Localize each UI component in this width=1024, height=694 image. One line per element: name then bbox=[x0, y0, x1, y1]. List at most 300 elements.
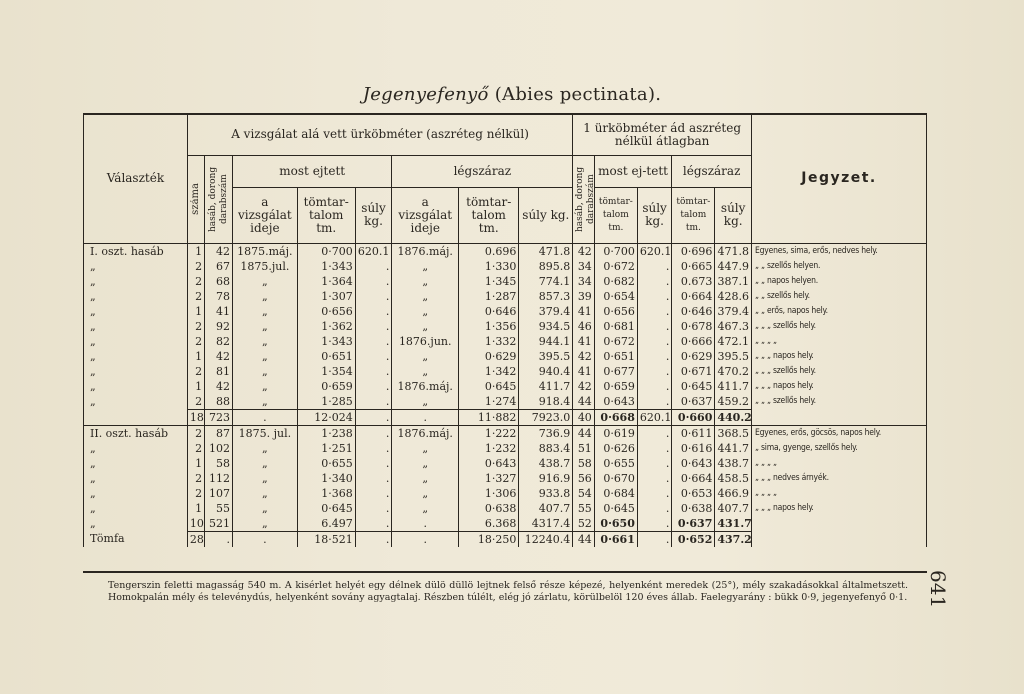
table-cell: 0·629 bbox=[672, 349, 715, 364]
table-cell: 1·343 bbox=[297, 334, 355, 349]
table-cell: 620.1 bbox=[637, 409, 671, 425]
table-cell: 0·616 bbox=[672, 441, 715, 456]
table-cell bbox=[752, 516, 927, 532]
table-cell: 58 bbox=[573, 456, 595, 471]
table-cell: . bbox=[355, 394, 392, 410]
table-cell: „ bbox=[233, 349, 298, 364]
table-cell: „ bbox=[233, 471, 298, 486]
table-cell: „ bbox=[392, 274, 459, 289]
table-cell: 7923.0 bbox=[519, 409, 573, 425]
table-cell: „ bbox=[392, 441, 459, 456]
table-cell: 1·340 bbox=[297, 471, 355, 486]
table-cell: „ „ „ napos hely. bbox=[752, 379, 927, 394]
table-cell: 0·637 bbox=[672, 394, 715, 410]
table-cell: 0·678 bbox=[672, 319, 715, 334]
table-cell: . bbox=[355, 334, 392, 349]
table-cell: 0·645 bbox=[297, 501, 355, 516]
table-cell: 883.4 bbox=[519, 441, 573, 456]
table-cell: . bbox=[355, 425, 392, 441]
table-cell: 471.8 bbox=[715, 243, 752, 259]
table-cell: Egyenes, erős, göcsös, napos hely. bbox=[752, 425, 927, 441]
table-cell: 78 bbox=[205, 289, 233, 304]
table-cell: 0·696 bbox=[672, 243, 715, 259]
table-cell: 723 bbox=[205, 409, 233, 425]
table-row bbox=[84, 486, 926, 501]
table-cell: 0·643 bbox=[459, 456, 519, 471]
table-cell: . bbox=[355, 289, 392, 304]
table-cell bbox=[84, 409, 187, 425]
table-cell: 447.9 bbox=[715, 259, 752, 274]
table-cell: 2 bbox=[187, 334, 204, 349]
table-cell: 387.1 bbox=[715, 274, 752, 289]
table-cell: „ bbox=[90, 471, 96, 485]
table-cell: 56 bbox=[573, 471, 595, 486]
table-cell: 41 bbox=[205, 304, 233, 319]
table-cell: 1875.jul. bbox=[233, 259, 298, 274]
table-cell: 42 bbox=[205, 349, 233, 364]
header-hasab-darab: hasáb, dorong darabszám bbox=[205, 155, 233, 243]
table-cell: . bbox=[637, 334, 671, 349]
table-cell: 2 bbox=[187, 441, 204, 456]
table-cell: 1·332 bbox=[459, 334, 519, 349]
table-cell: . bbox=[637, 289, 671, 304]
table-cell: 44 bbox=[573, 425, 595, 441]
table-cell: . bbox=[355, 259, 392, 274]
header-suly: súly kg. bbox=[355, 187, 392, 243]
table-cell: 0·611 bbox=[672, 425, 715, 441]
data-table bbox=[84, 115, 926, 547]
table-cell: 2 bbox=[187, 289, 204, 304]
table-cell: 1875. jul. bbox=[233, 425, 298, 441]
table-cell: 0·655 bbox=[594, 456, 637, 471]
table-cell: „ „ erős, napos hely. bbox=[752, 304, 927, 319]
table-cell: . bbox=[355, 409, 392, 425]
table-row bbox=[84, 501, 926, 516]
table-cell: „ bbox=[392, 501, 459, 516]
table-cell: 458.5 bbox=[715, 471, 752, 486]
table-cell: . bbox=[355, 531, 392, 547]
table-cell: . bbox=[355, 304, 392, 319]
table-cell: 0·672 bbox=[594, 259, 637, 274]
table-cell: 895.8 bbox=[519, 259, 573, 274]
data-table-wrapper bbox=[83, 113, 927, 547]
table-cell: . bbox=[637, 349, 671, 364]
table-cell: 2 bbox=[187, 486, 204, 501]
table-cell: 1·343 bbox=[297, 259, 355, 274]
table-cell: 10 bbox=[187, 516, 204, 532]
table-cell: „ bbox=[90, 516, 96, 530]
table-cell: 1 bbox=[187, 243, 204, 259]
table-cell: 0·645 bbox=[672, 379, 715, 394]
table-cell: 0·684 bbox=[594, 486, 637, 501]
table-cell: „ bbox=[90, 319, 96, 333]
table-cell: 438.7 bbox=[715, 456, 752, 471]
table-cell: 0.673 bbox=[672, 274, 715, 289]
table-cell: 368.5 bbox=[715, 425, 752, 441]
table-cell: 2 bbox=[187, 471, 204, 486]
header-hasab-darab-2: hasáb, dorong darabszám bbox=[573, 155, 595, 243]
table-cell: . bbox=[637, 319, 671, 334]
table-cell: 28 bbox=[187, 531, 204, 547]
header-legszaraz-2: légszáraz bbox=[672, 155, 752, 187]
table-cell: 1 bbox=[187, 456, 204, 471]
table-cell: 0·651 bbox=[594, 349, 637, 364]
table-cell: „ bbox=[233, 274, 298, 289]
table-body bbox=[84, 243, 926, 547]
table-cell: 2 bbox=[187, 319, 204, 334]
table-cell: „ „ szellős hely. bbox=[752, 289, 927, 304]
title-rest: (Abies pectinata). bbox=[488, 84, 662, 105]
table-cell: 467.3 bbox=[715, 319, 752, 334]
table-cell: . bbox=[637, 456, 671, 471]
table-cell: 34 bbox=[573, 259, 595, 274]
table-cell: 0·651 bbox=[297, 349, 355, 364]
table-cell: 0·664 bbox=[672, 289, 715, 304]
table-cell: . bbox=[637, 516, 671, 532]
table-cell: . bbox=[355, 274, 392, 289]
table-cell: „ bbox=[392, 364, 459, 379]
header-valasztek: Választék bbox=[84, 115, 187, 243]
table-cell: 107 bbox=[205, 486, 233, 501]
table-cell: 395.5 bbox=[519, 349, 573, 364]
table-cell: . bbox=[637, 379, 671, 394]
table-row bbox=[84, 304, 926, 319]
table-cell: 0·638 bbox=[459, 501, 519, 516]
table-cell: 440.2 bbox=[715, 409, 752, 425]
table-cell: „ bbox=[392, 486, 459, 501]
table-cell: . bbox=[233, 409, 298, 425]
table-cell: „ bbox=[90, 259, 96, 273]
table-cell: 0·659 bbox=[297, 379, 355, 394]
table-cell: 411.7 bbox=[519, 379, 573, 394]
table-row bbox=[84, 259, 926, 274]
header-jegyzet: Jegyzet. bbox=[752, 115, 927, 243]
table-cell: 379.4 bbox=[519, 304, 573, 319]
table-cell: „ bbox=[392, 304, 459, 319]
table-cell: „ bbox=[233, 486, 298, 501]
table-cell: 0·645 bbox=[459, 379, 519, 394]
header-vizsgalat: A vizsgálat alá vett ürköbméter (aszréteg nélkül) bbox=[187, 115, 572, 155]
header-tomtartalom: tömtar-talom tm. bbox=[297, 187, 355, 243]
table-cell: „ bbox=[90, 349, 96, 363]
table-cell: 52 bbox=[573, 516, 595, 532]
table-cell: 0·671 bbox=[672, 364, 715, 379]
table-cell: „ „ „ napos hely. bbox=[752, 501, 927, 516]
table-cell: 0·652 bbox=[672, 531, 715, 547]
table-cell: 39 bbox=[573, 289, 595, 304]
header-suly-4: súly kg. bbox=[715, 187, 752, 243]
table-cell: 1·354 bbox=[297, 364, 355, 379]
table-cell: „ „ „ „ bbox=[752, 334, 927, 349]
table-cell: . bbox=[355, 364, 392, 379]
table-cell: 42 bbox=[205, 243, 233, 259]
table-row bbox=[84, 364, 926, 379]
table-cell: 0·677 bbox=[594, 364, 637, 379]
table-cell: „ bbox=[233, 456, 298, 471]
table-cell: 0·656 bbox=[297, 304, 355, 319]
table-cell: 42 bbox=[573, 379, 595, 394]
table-cell: 54 bbox=[573, 486, 595, 501]
table-cell: 42 bbox=[573, 349, 595, 364]
table-cell: . bbox=[205, 531, 233, 547]
table-cell: 1·222 bbox=[459, 425, 519, 441]
table-cell: „ bbox=[90, 289, 96, 303]
table-cell: . bbox=[637, 441, 671, 456]
table-cell: 466.9 bbox=[715, 486, 752, 501]
table-cell: „ bbox=[90, 364, 96, 378]
table-cell: „ bbox=[392, 349, 459, 364]
table-cell: „ bbox=[90, 379, 96, 393]
table-row bbox=[84, 394, 926, 410]
table-cell: . bbox=[355, 456, 392, 471]
table-cell: „ bbox=[233, 334, 298, 349]
table-cell: 441.7 bbox=[715, 441, 752, 456]
table-cell: . bbox=[637, 259, 671, 274]
table-cell: „ bbox=[90, 486, 96, 500]
table-cell: 0·646 bbox=[672, 304, 715, 319]
table-cell: 18 bbox=[187, 409, 204, 425]
table-cell: . bbox=[637, 425, 671, 441]
header-ideje-2: a vizsgálat ideje bbox=[392, 187, 459, 243]
table-cell: . bbox=[355, 516, 392, 532]
table-cell: 0·656 bbox=[594, 304, 637, 319]
table-cell: „ „ „ szellős hely. bbox=[752, 319, 927, 334]
table-row bbox=[84, 349, 926, 364]
table-cell: 40 bbox=[573, 409, 595, 425]
table-cell: 944.1 bbox=[519, 334, 573, 349]
table-cell: 1·364 bbox=[297, 274, 355, 289]
table-cell: 470.2 bbox=[715, 364, 752, 379]
table-cell: „ bbox=[233, 364, 298, 379]
table-cell: 395.5 bbox=[715, 349, 752, 364]
table-cell: . bbox=[355, 501, 392, 516]
table-cell: 1·232 bbox=[459, 441, 519, 456]
table-cell: 88 bbox=[205, 394, 233, 410]
table-row bbox=[84, 289, 926, 304]
table-cell: 1·238 bbox=[297, 425, 355, 441]
table-cell: „ bbox=[90, 456, 96, 470]
table-cell: 0·653 bbox=[672, 486, 715, 501]
header-tomtartalom-2: tömtar-talom tm. bbox=[459, 187, 519, 243]
table-cell: 2 bbox=[187, 259, 204, 274]
table-cell: 0.696 bbox=[459, 243, 519, 259]
table-cell: „ bbox=[392, 471, 459, 486]
table-cell: „ bbox=[90, 334, 96, 348]
table-cell: 916.9 bbox=[519, 471, 573, 486]
table-cell: „ bbox=[90, 304, 96, 318]
table-cell: 41 bbox=[573, 304, 595, 319]
table-cell: „ „ „ „ bbox=[752, 486, 927, 501]
table-cell: 1875.máj. bbox=[233, 243, 298, 259]
table-cell: 471.8 bbox=[519, 243, 573, 259]
table-cell: 1·356 bbox=[459, 319, 519, 334]
table-cell: 1·362 bbox=[297, 319, 355, 334]
table-cell: Egyenes, sima, erős, nedves hely. bbox=[752, 243, 927, 259]
table-cell: 0·660 bbox=[672, 409, 715, 425]
table-cell: 0·643 bbox=[672, 456, 715, 471]
table-cell: 0·661 bbox=[594, 531, 637, 547]
table-cell: 1 bbox=[187, 501, 204, 516]
table-cell: 2 bbox=[187, 425, 204, 441]
table-cell: . bbox=[392, 409, 459, 425]
table-cell: 620.1 bbox=[637, 243, 671, 259]
table-cell: . bbox=[637, 364, 671, 379]
table-cell: 1 bbox=[187, 304, 204, 319]
table-cell: 67 bbox=[205, 259, 233, 274]
table-cell: „ bbox=[233, 394, 298, 410]
table-cell: „ bbox=[90, 501, 96, 515]
header-atlag: 1 ürköbméter ád aszréteg nélkül átlagban bbox=[573, 115, 752, 155]
table-cell: 4317.4 bbox=[519, 516, 573, 532]
table-row bbox=[84, 471, 926, 486]
table-cell: 11·882 bbox=[459, 409, 519, 425]
header-tomtartalom-4: tömtar-talom tm. bbox=[672, 187, 715, 243]
table-cell: . bbox=[355, 319, 392, 334]
table-cell: „ bbox=[233, 501, 298, 516]
table-row bbox=[84, 243, 926, 259]
table-cell: 437.2 bbox=[715, 531, 752, 547]
table-cell: 18·250 bbox=[459, 531, 519, 547]
table-cell: 0·700 bbox=[594, 243, 637, 259]
table-row bbox=[84, 409, 926, 425]
table-cell: 0·670 bbox=[594, 471, 637, 486]
table-cell: „ „ „ „ bbox=[752, 456, 927, 471]
table-cell: 1·342 bbox=[459, 364, 519, 379]
header-most-ejtett: most ejtett bbox=[233, 155, 392, 187]
header-most-ejtett-2: most ej-tett bbox=[594, 155, 672, 187]
table-cell: 112 bbox=[205, 471, 233, 486]
header-szama: száma bbox=[187, 155, 204, 243]
table-row bbox=[84, 425, 926, 441]
table-cell: . bbox=[637, 501, 671, 516]
table-cell: 1·368 bbox=[297, 486, 355, 501]
table-cell: 940.4 bbox=[519, 364, 573, 379]
table-cell: II. oszt. hasáb bbox=[84, 425, 187, 441]
table-cell: 459.2 bbox=[715, 394, 752, 410]
table-cell: 42 bbox=[205, 379, 233, 394]
table-cell: . bbox=[355, 349, 392, 364]
table-cell: 407.7 bbox=[519, 501, 573, 516]
header-legszaraz: légszáraz bbox=[392, 155, 573, 187]
table-cell: „ bbox=[90, 394, 96, 408]
table-cell: 87 bbox=[205, 425, 233, 441]
table-cell: „ bbox=[392, 289, 459, 304]
table-cell: 18·521 bbox=[297, 531, 355, 547]
table-cell: 0·650 bbox=[594, 516, 637, 532]
table-cell: 1·285 bbox=[297, 394, 355, 410]
table-cell: 0·645 bbox=[594, 501, 637, 516]
table-cell: 102 bbox=[205, 441, 233, 456]
table-cell: 2 bbox=[187, 274, 204, 289]
table-cell: 0·655 bbox=[297, 456, 355, 471]
table-cell: „ „ „ napos hely. bbox=[752, 349, 927, 364]
table-cell: „ bbox=[392, 456, 459, 471]
table-cell: 1·327 bbox=[459, 471, 519, 486]
table-cell: „ bbox=[233, 304, 298, 319]
table-cell: 1·306 bbox=[459, 486, 519, 501]
table-cell: 0·700 bbox=[297, 243, 355, 259]
table-cell: 44 bbox=[573, 531, 595, 547]
table-cell: 1876.máj. bbox=[392, 379, 459, 394]
table-row bbox=[84, 456, 926, 471]
table-cell: 2 bbox=[187, 364, 204, 379]
table-cell: 58 bbox=[205, 456, 233, 471]
table-cell: 736.9 bbox=[519, 425, 573, 441]
table-cell: 0·654 bbox=[594, 289, 637, 304]
table-cell: . bbox=[392, 516, 459, 532]
table-cell: 44 bbox=[573, 394, 595, 410]
table-cell: 55 bbox=[573, 501, 595, 516]
table-cell: 46 bbox=[573, 319, 595, 334]
table-cell: 1·345 bbox=[459, 274, 519, 289]
footnote: Tengerszin feletti magasság 540 m. A kisérlet helyét egy délnek dülö düllö lejtnek felső része képezé, helyenként meredek (25°), mély szakadásokkal általmetszett. Homokpalán mély és televénydús, helyenként sovány agyagtalaj. Részben túlélt, elég jó zárlatu, körülbelöl 120 éves állab. Faelegyarány : bükk 0·9, jegenyefenyő 0·1. bbox=[108, 580, 908, 603]
table-cell: „ bbox=[392, 394, 459, 410]
header-suly-3: súly kg. bbox=[637, 187, 671, 243]
table-cell: 1876.máj. bbox=[392, 243, 459, 259]
page-number: 641 bbox=[926, 570, 950, 609]
table-cell: 933.8 bbox=[519, 486, 573, 501]
table-row bbox=[84, 319, 926, 334]
table-cell: . bbox=[355, 441, 392, 456]
table-cell: 411.7 bbox=[715, 379, 752, 394]
table-cell: 472.1 bbox=[715, 334, 752, 349]
table-cell: „ bbox=[233, 319, 298, 334]
table-cell: „ „ „ szellős hely. bbox=[752, 364, 927, 379]
table-cell: 428.6 bbox=[715, 289, 752, 304]
header-ideje: a vizsgálat ideje bbox=[233, 187, 298, 243]
table-cell: . bbox=[233, 531, 298, 547]
table-cell: 0·637 bbox=[672, 516, 715, 532]
table-cell: 431.7 bbox=[715, 516, 752, 532]
header-suly-2: súly kg. bbox=[519, 187, 573, 243]
title-italic: Jegenyefenyő bbox=[362, 84, 489, 105]
table-cell: 620.1 bbox=[355, 243, 392, 259]
table-cell: 857.3 bbox=[519, 289, 573, 304]
table-cell: 0·659 bbox=[594, 379, 637, 394]
table-cell: 0·672 bbox=[594, 334, 637, 349]
table-cell: 0·638 bbox=[672, 501, 715, 516]
table-cell: „ bbox=[233, 379, 298, 394]
table-cell: 1·251 bbox=[297, 441, 355, 456]
table-cell: 1876.jun. bbox=[392, 334, 459, 349]
table-cell: . bbox=[355, 471, 392, 486]
page-title bbox=[0, 84, 1024, 105]
table-row bbox=[84, 379, 926, 394]
table-cell: 2 bbox=[187, 394, 204, 410]
table-cell: 6.368 bbox=[459, 516, 519, 532]
table-cell: 82 bbox=[205, 334, 233, 349]
table-cell: 0·664 bbox=[672, 471, 715, 486]
table-cell: 1·287 bbox=[459, 289, 519, 304]
table-cell: 379.4 bbox=[715, 304, 752, 319]
table-cell: 1·330 bbox=[459, 259, 519, 274]
table-cell: 41 bbox=[573, 364, 595, 379]
table-cell: 0·668 bbox=[594, 409, 637, 425]
table-cell: . bbox=[637, 304, 671, 319]
table-cell: 0·619 bbox=[594, 425, 637, 441]
table-cell: 521 bbox=[205, 516, 233, 532]
table-cell bbox=[752, 531, 927, 547]
table-cell: I. oszt. hasáb bbox=[90, 244, 164, 258]
table-cell: 0·626 bbox=[594, 441, 637, 456]
table-cell: Tömfa bbox=[90, 532, 125, 546]
table-cell: 0·681 bbox=[594, 319, 637, 334]
table-cell: 1·307 bbox=[297, 289, 355, 304]
table-cell: 12240.4 bbox=[519, 531, 573, 547]
table-cell: 68 bbox=[205, 274, 233, 289]
table-cell: . bbox=[392, 531, 459, 547]
table-cell: 918.4 bbox=[519, 394, 573, 410]
